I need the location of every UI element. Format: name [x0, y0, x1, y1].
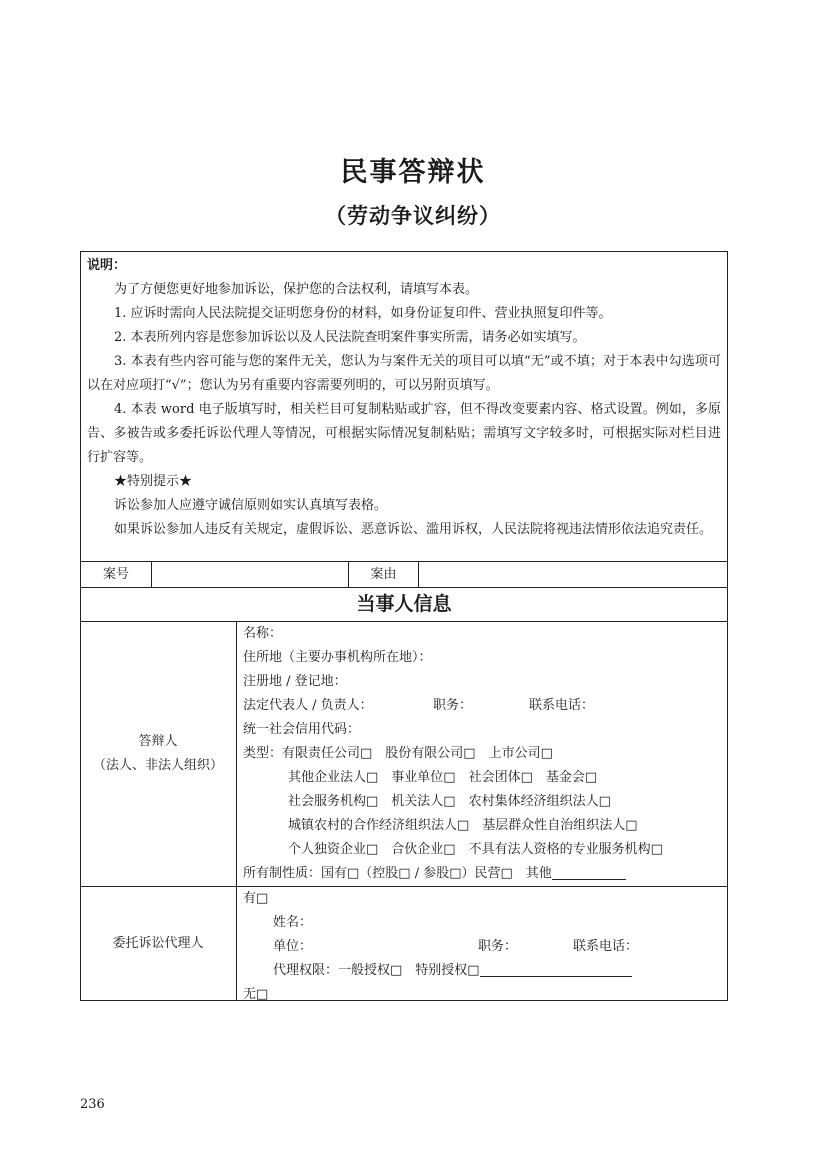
- organization-type-options[interactable]: 城镇农村的合作经济组织法人□ 基层群众性自治组织法人□: [288, 818, 638, 833]
- defense-form-table: [80, 251, 728, 1001]
- respondent-label-cell: [81, 621, 235, 886]
- agent-phone-field[interactable]: 联系电话：: [573, 939, 639, 954]
- instruction-paragraph: 4. 本表 word 电子版填写时，相关栏目可复制粘贴或扩容，但不得改变要素内容、格式设置。例如，多原告、多被告或多委托诉讼代理人等情况，可根据实际情况复制粘贴；需填写文字较多时，可根据实际对栏目进行扩容等。: [87, 402, 721, 465]
- instructions-heading: 说明：: [87, 258, 127, 273]
- agent-fields: [236, 886, 727, 1001]
- agent-unit-field[interactable]: 单位：: [273, 939, 313, 954]
- respondent-label-sub: （法人、非法人组织）: [92, 757, 223, 773]
- agent-authority-options[interactable]: 代理权限：一般授权□ 特别授权□: [273, 963, 480, 978]
- case-cause-field[interactable]: [419, 562, 727, 587]
- legal-representative-line: [243, 694, 727, 718]
- agent-position-field[interactable]: 职务：: [478, 939, 518, 954]
- agent-authority-line: [243, 959, 727, 983]
- agent-has-option[interactable]: 有□: [243, 891, 269, 906]
- agent-authority-blank[interactable]: [480, 961, 632, 977]
- agent-label: 委托诉讼代理人: [112, 935, 204, 951]
- organization-type-options[interactable]: 社会服务机构□ 机关法人□ 农村集体经济组织法人□: [288, 794, 611, 809]
- instruction-paragraph: 3. 本表有些内容可能与您的案件无关，您认为与案件无关的项目可以填“无”或不填；对于本表中勾选项可以在对应项打“√”；您认为另有重要内容需要列明的，可以另附页填写。: [87, 354, 721, 393]
- legal-rep-position-field[interactable]: 职务：: [433, 698, 473, 713]
- organization-type-options[interactable]: 个人独资企业□ 合伙企业□ 不具有法人资格的专业服务机构□: [288, 842, 663, 857]
- respondent-label: 答辩人: [138, 733, 178, 749]
- instruction-paragraph: 诉讼参加人应遵守诚信原则如实认真填写表格。: [114, 498, 388, 513]
- organization-type-label: 类型：: [243, 746, 283, 761]
- case-cause-label: 案由: [370, 567, 397, 582]
- instruction-paragraph: 1. 应诉时需向人民法院提交证明您身份的材料，如身份证复印件、营业执照复印件等。: [114, 306, 612, 321]
- instruction-paragraph: 为了方便您更好地参加诉讼，保护您的合法权利，请填写本表。: [114, 282, 479, 297]
- document-subtitle: （劳动争议纠纷）: [325, 203, 501, 228]
- agent-label-cell: [81, 886, 235, 1001]
- instructions-section: [81, 252, 727, 562]
- respondent-section: [81, 621, 727, 887]
- case-number-label: 案号: [102, 567, 129, 582]
- page-number: 236: [80, 1097, 105, 1112]
- instruction-paragraph: 如果诉讼参加人违反有关规定，虚假诉讼、恶意诉讼、滥用诉权，人民法院将视违法情形依法追究责任。: [114, 522, 713, 537]
- legal-rep-field[interactable]: 法定代表人 / 负责人：: [243, 698, 373, 713]
- credit-code-field[interactable]: 统一社会信用代码：: [243, 722, 361, 737]
- case-info-row: [81, 562, 727, 588]
- respondent-fields: [236, 621, 727, 886]
- agent-section: [81, 886, 727, 1001]
- respondent-name-field[interactable]: 名称：: [243, 626, 283, 641]
- document-title: 民事答辩状: [340, 157, 486, 188]
- agent-unit-line: [243, 935, 727, 959]
- organization-type-options[interactable]: 有限责任公司□ 股份有限公司□ 上市公司□: [282, 746, 553, 761]
- respondent-domicile-field[interactable]: 住所地（主要办事机构所在地）：: [243, 650, 432, 665]
- party-info-heading: 当事人信息: [81, 587, 727, 622]
- agent-name-field[interactable]: 姓名：: [273, 915, 313, 930]
- instruction-paragraph: 2. 本表所列内容是您参加诉讼以及人民法院查明案件事实所需，请务必如实填写。: [114, 330, 586, 345]
- legal-rep-phone-field[interactable]: 联系电话：: [529, 698, 595, 713]
- ownership-options[interactable]: 所有制性质：国有□（控股□ / 参股□）民营□ 其他: [243, 866, 552, 881]
- case-number-field[interactable]: [152, 562, 348, 587]
- agent-none-option[interactable]: 无□: [243, 987, 269, 1002]
- special-notice-heading: ★特别提示★: [114, 474, 193, 489]
- organization-type-line: [243, 742, 727, 766]
- ownership-line: [243, 862, 727, 886]
- ownership-other-blank[interactable]: [552, 864, 626, 880]
- organization-type-options[interactable]: 其他企业法人□ 事业单位□ 社会团体□ 基金会□: [288, 770, 598, 785]
- respondent-registered-place-field[interactable]: 注册地 / 登记地：: [243, 674, 347, 689]
